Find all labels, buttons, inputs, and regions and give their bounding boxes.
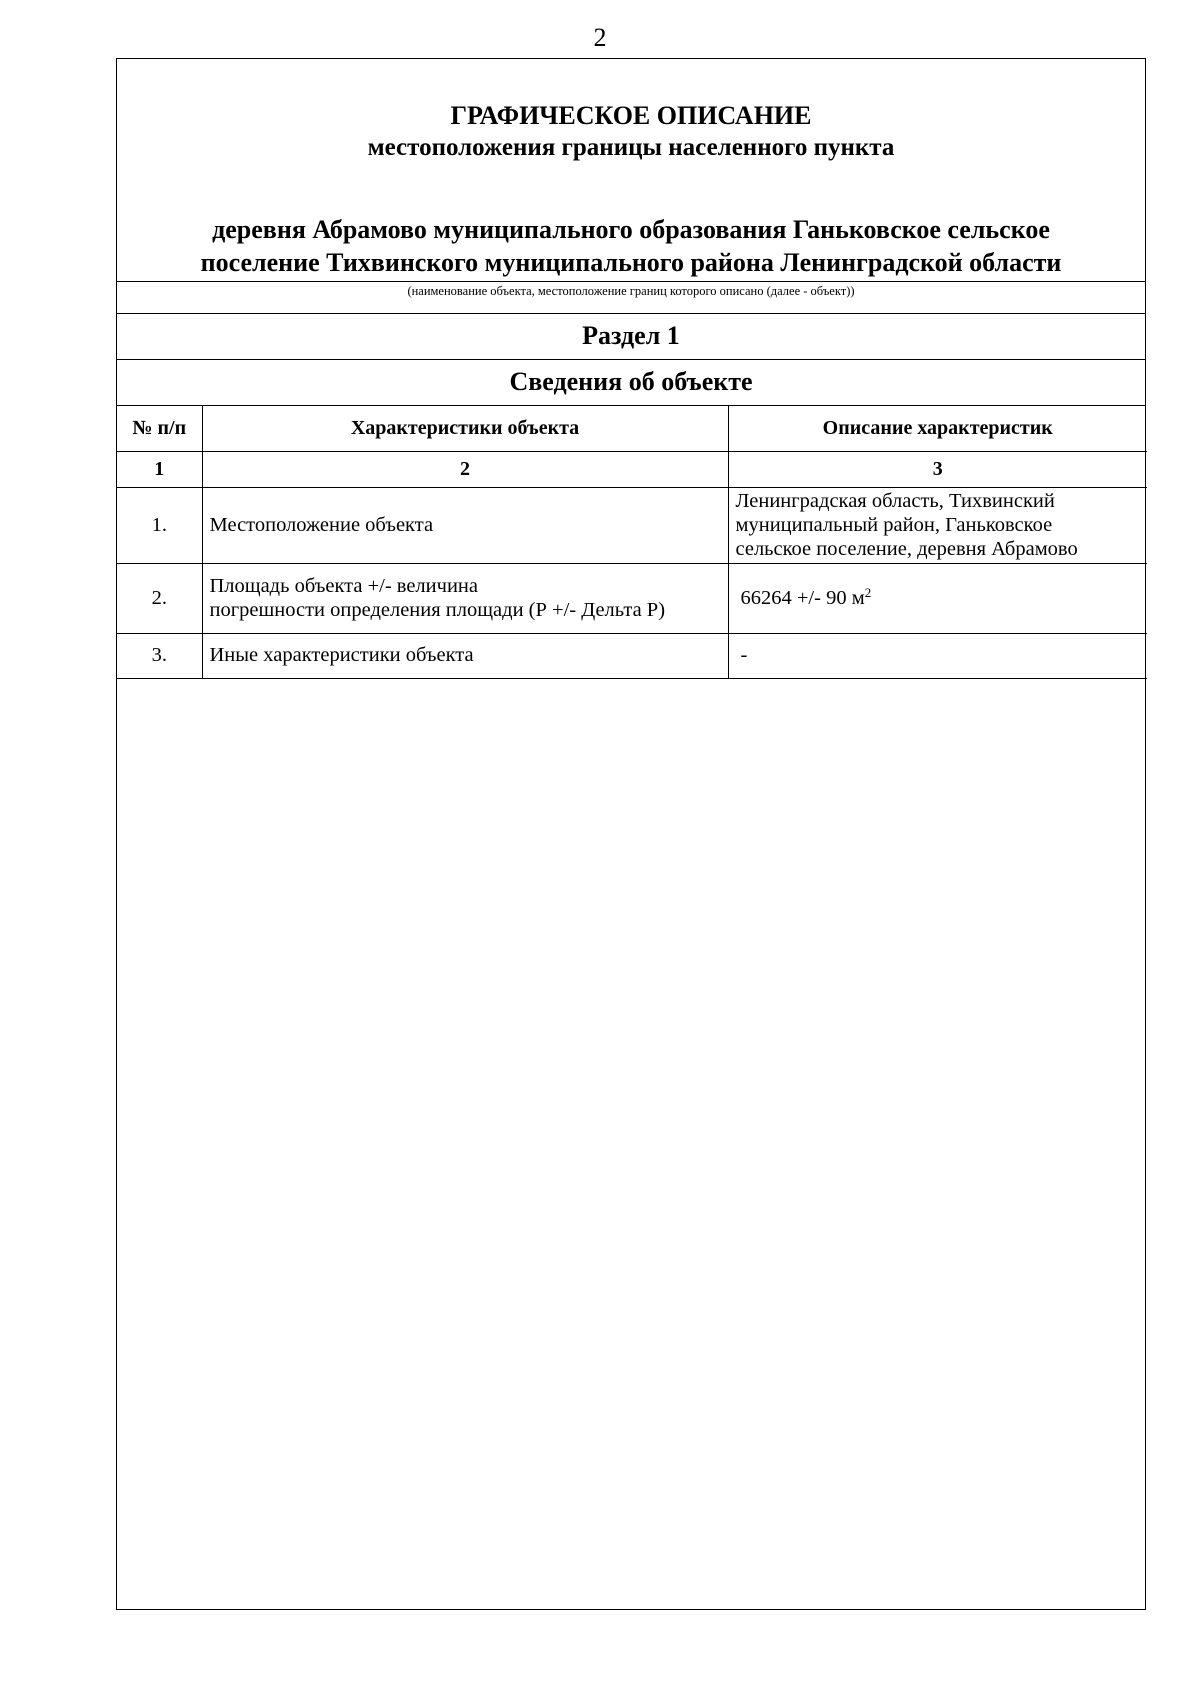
description-line: муниципальный район, Ганьковское bbox=[735, 514, 1053, 536]
characteristic-cell bbox=[202, 563, 728, 633]
object-name-line: поселение Тихвинского муниципального района Ленинградской области bbox=[200, 248, 1062, 277]
table-row bbox=[117, 563, 1147, 633]
description-line: Ленинградская область, Тихвинский bbox=[735, 490, 1055, 512]
characteristic-cell: Иные характеристики объекта bbox=[202, 633, 728, 678]
section-title: Сведения об объекте bbox=[117, 360, 1145, 406]
column-number-cell: 2 bbox=[202, 451, 728, 487]
page-number: 2 bbox=[593, 23, 607, 52]
document-frame bbox=[116, 58, 1146, 1610]
header-cell-description: Описание характеристик bbox=[728, 406, 1147, 451]
area-unit-superscript: 2 bbox=[864, 585, 872, 600]
document-title: ГРАФИЧЕСКОЕ ОПИСАНИЕ bbox=[450, 101, 812, 130]
area-value: 66264 +/- 90 м bbox=[740, 587, 865, 609]
description-line: сельское поселение, деревня Абрамово bbox=[735, 538, 1078, 560]
object-info-table bbox=[117, 406, 1147, 679]
row-number-cell: 1. bbox=[117, 487, 202, 563]
description-cell bbox=[728, 563, 1147, 633]
column-number-cell: 3 bbox=[728, 451, 1147, 487]
table-column-number-row bbox=[117, 451, 1147, 487]
description-cell bbox=[728, 487, 1147, 563]
characteristic-line: погрешности определения площади (Р +/- Дельта Р) bbox=[209, 599, 666, 621]
characteristic-cell: Местоположение объекта bbox=[202, 487, 728, 563]
row-number-cell: 2. bbox=[117, 563, 202, 633]
table-row bbox=[117, 487, 1147, 563]
table-header-row bbox=[117, 406, 1147, 451]
section-label: Раздел 1 bbox=[117, 314, 1145, 360]
row-number-cell: 3. bbox=[117, 633, 202, 678]
object-name-caption: (наименование объекта, местоположение границ которого описано (далее - объект)) bbox=[117, 281, 1145, 314]
header-cell-num: № п/п bbox=[117, 406, 202, 451]
object-name-line: деревня Абрамово муниципального образования Ганьковское сельское bbox=[212, 215, 1050, 244]
characteristic-line: Площадь объекта +/- величина bbox=[209, 575, 478, 597]
column-number-cell: 1 bbox=[117, 451, 202, 487]
object-name bbox=[117, 213, 1145, 279]
table-row bbox=[117, 633, 1147, 678]
description-cell: - bbox=[728, 633, 1147, 678]
header-cell-characteristic: Характеристики объекта bbox=[202, 406, 728, 451]
document-subtitle: местоположения границы населенного пункта bbox=[367, 134, 895, 161]
document-header bbox=[117, 59, 1145, 283]
